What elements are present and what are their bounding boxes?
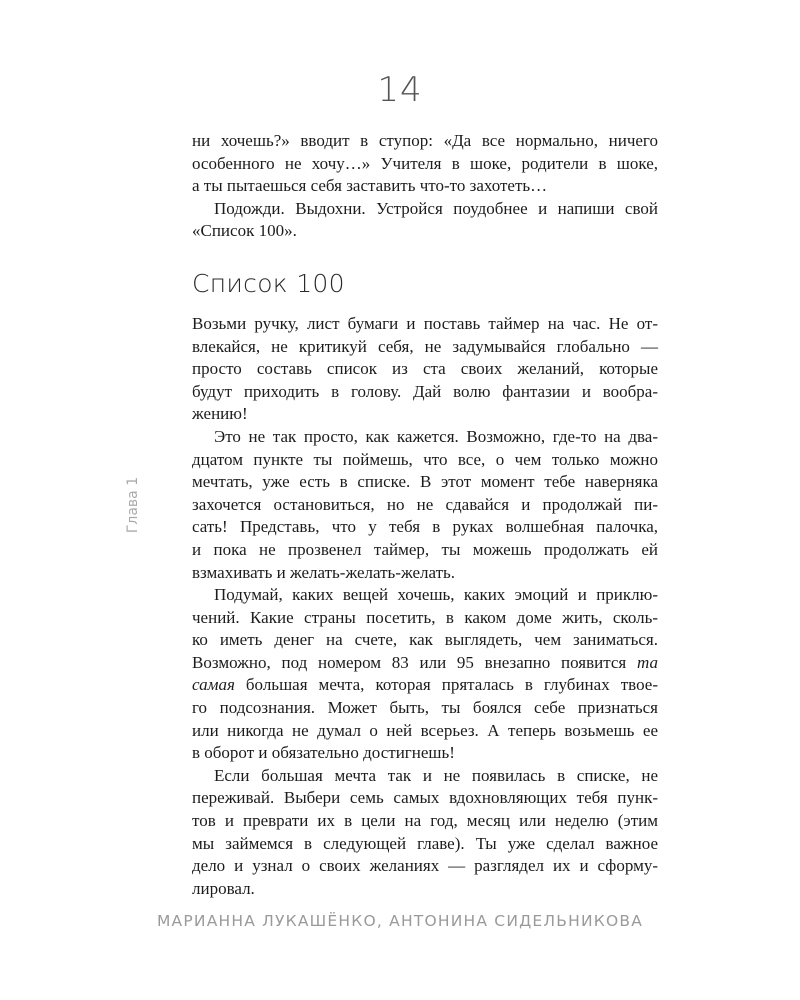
text-line: или никогда не думал о ней всерьез. А теперь возьмешь ее [192,720,658,740]
text-line: влекайся, не критикуй себя, не задумывайся глобально — [192,336,658,356]
text-line: будут приходить в голову. Дай волю фантазии и вообра- [192,381,658,401]
text-line: Возьми ручку, лист бумаги и поставь таймер на час. Не от- [192,313,658,333]
text-line: сать! Представь, что у тебя в руках волшебная палочка, [192,517,658,537]
page-body [192,130,658,900]
text-line: Подумай, каких вещей хочешь, каких эмоций и приклю- [214,585,658,605]
text-line: «Список 100». [192,221,297,241]
text-line: дцатом пункте ты поймешь, что все, о чем только можно [192,449,658,469]
text-line: Это не так просто, как кажется. Возможно, где-то на два- [214,426,658,446]
intro-paragraph-continued [192,130,658,198]
text-line: го подсознания. Может быть, ты боялся себе признаться [192,698,658,718]
text-line: и пока не прозвенел таймер, ты можешь продолжать ей [192,539,658,559]
text-line: жению! [192,404,248,424]
paragraph-1 [192,313,658,426]
text-run: Возможно, под номером 83 или 95 внезапно появится [192,652,638,672]
chapter-label: Глава 1 [125,476,141,534]
text-line: мечтать, уже есть в списке. В этот момент тебе наверняка [192,472,658,492]
text-line: захочется остановиться, но не сдавайся и продолжай пи- [192,494,658,514]
text-run: большая мечта, которая пряталась в глубинах твое- [234,675,658,695]
text-line: в оборот и обязательно достигнешь! [192,743,455,763]
text-line: Если большая мечта так и не появилась в списке, не [214,765,658,785]
italic-text: та [637,652,658,672]
section-heading: Список 100 [192,268,345,298]
paragraph-2 [192,426,658,584]
text-line: взмахивать и желать-желать-желать. [192,562,456,582]
paragraph-4 [192,765,658,901]
text-line: дело и узнал о своих желаниях — разглядел их и сформу- [192,856,658,876]
page-number: 14 [377,70,423,110]
text-line: просто составь список из ста своих желаний, которые [192,359,658,379]
text-line: чений. Какие страны посетить, в каком доме жить, сколь- [192,607,658,627]
text-line: переживай. Выбери семь самых вдохновляющих тебя пунк- [192,788,658,808]
text-line: лировал. [192,878,255,898]
text-line: особенного не хочу…» Учителя в шоке, родители в шоке, [192,153,658,173]
italic-text: самая [192,675,235,695]
text-line: ни хочешь?» вводит в ступор: «Да все нормально, ничего [192,131,658,150]
running-footer-authors: МАРИАННА ЛУКАШЁНКО, АНТОНИНА СИДЕЛЬНИКОВА [156,912,643,930]
text-line: ко иметь денег на счете, как выглядеть, чем заниматься. [192,630,658,650]
intro-paragraph [192,198,658,243]
text-line: тов и преврати их в цели на год, месяц или неделю (этим [192,811,658,831]
text-line: мы займемся в следующей главе). Ты уже сделал важное [192,833,658,853]
text-line: Подожди. Выдохни. Устройся поудобнее и напиши свой [214,198,658,218]
text-line [192,652,658,675]
text-line: а ты пытаешься себя заставить что-то захотеть… [192,176,548,196]
paragraph-3 [192,584,658,765]
text-line [192,674,658,697]
